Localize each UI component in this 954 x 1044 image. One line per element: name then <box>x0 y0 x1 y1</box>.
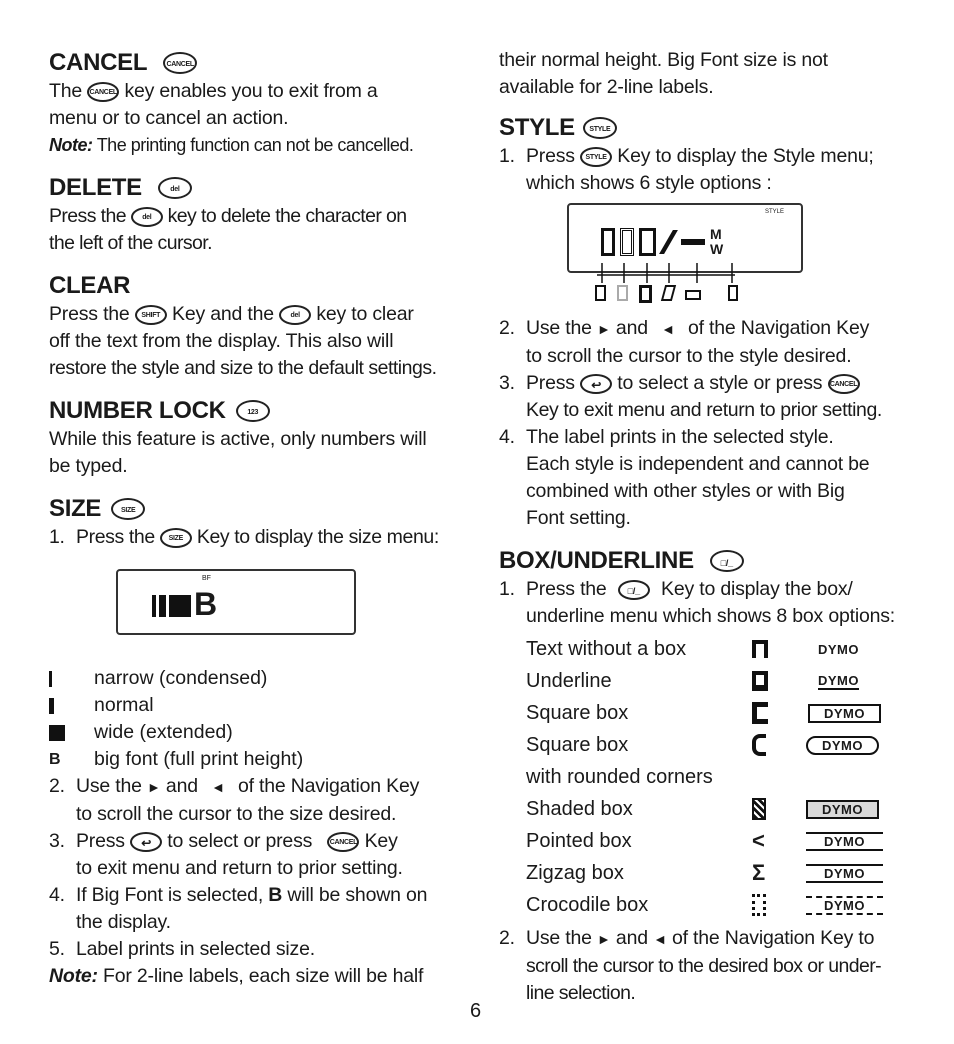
style-step-2-cont: to scroll the cursor to the style desired. <box>526 345 852 367</box>
size-step-5: 5. Label prints in selected size. <box>49 938 315 960</box>
dymo-sample-rounded: DYMO <box>806 736 879 755</box>
box-option-rounded-cont: with rounded corners <box>526 765 713 788</box>
style-section <box>499 113 919 532</box>
size-key-icon: SIZE <box>160 528 192 548</box>
lcd-box-glyph <box>752 640 768 658</box>
box-option-zigzag: Zigzag box Σ DYMO <box>526 857 919 889</box>
style-step-3: 3. Press ↩ to select a style or press CANCEL <box>499 370 919 397</box>
left-column <box>49 48 459 990</box>
cancel-key-icon: CANCEL <box>828 374 860 394</box>
style-lcd-figure <box>567 203 919 309</box>
wide-glyph <box>49 725 94 741</box>
style-sample-bold <box>639 285 652 303</box>
dymo-sample-underline: DYMO <box>818 672 859 688</box>
left-arrow-icon: ◄ <box>653 931 667 947</box>
style-heading: STYLE STYLE <box>499 113 919 143</box>
number-lock-key-icon: 123 <box>236 400 270 422</box>
delete-key-icon: del <box>131 207 163 227</box>
dymo-sample-shaded: DYMO <box>806 800 879 819</box>
lcd-underline-glyph <box>752 671 768 691</box>
clear-text-2: off the text from the display. This also will <box>49 330 394 352</box>
box-underline-heading: BOX/UNDERLINE □/_ <box>499 546 919 576</box>
box-underline-key-icon: □/_ <box>618 580 650 600</box>
shift-key-icon: SHIFT <box>135 305 167 325</box>
style-sample-vertical <box>728 285 738 301</box>
cancel-key-icon: CANCEL <box>327 832 359 852</box>
box-option-crocodile: Crocodile box DYMO <box>526 889 919 921</box>
box-step-1: 1. Press the □/_ Key to display the box/ <box>499 578 853 600</box>
lcd-indicator: STYLE <box>765 209 785 215</box>
mirror-style-glyph: M W <box>710 226 724 257</box>
box-step-2-line-2: scroll the cursor to the desired box or under- <box>526 955 882 977</box>
size-heading: SIZE SIZE <box>49 494 459 524</box>
delete-section <box>49 173 459 257</box>
dymo-sample-crocodile: DYMO <box>806 896 883 915</box>
size-note: Note: For 2-line labels, each size will be half <box>49 965 424 987</box>
legend-narrow: narrow (condensed) <box>49 665 459 692</box>
cancel-heading <box>49 48 459 78</box>
size-step-4-cont: the display. <box>76 911 171 933</box>
cancel-key-icon: CANCEL <box>163 52 197 74</box>
style-sample-shadow <box>685 290 701 300</box>
cancel-note: Note: The printing function can not be cancelled. <box>49 135 414 155</box>
left-arrow-icon: ◄ <box>211 779 225 795</box>
box-option-underline: Underline DYMO <box>526 669 859 692</box>
box-underline-key-icon: □/_ <box>710 550 744 572</box>
clear-section <box>49 271 459 382</box>
number-lock-heading: NUMBER LOCK 123 <box>49 396 459 426</box>
size-step-3: 3. Press ↩ to select or press CANCEL Key <box>49 830 398 852</box>
style-sample-italic <box>661 285 676 301</box>
style-step-3-cont: Key to exit menu and return to prior setting. <box>526 399 882 421</box>
lcd-shaded-glyph <box>752 798 766 820</box>
cancel-title: CANCEL <box>49 49 148 76</box>
lcd-zigzag-glyph: Σ <box>752 860 766 885</box>
enter-key-icon: ↩ <box>130 832 162 852</box>
size-step-2: 2. Use the ► and ◄ of the Navigation Key <box>49 775 420 797</box>
lcd-indicator: BF <box>202 575 211 582</box>
style-step-4-line-3: combined with other styles or with Big <box>526 480 845 502</box>
legend-big: B big font (full print height) <box>49 746 459 773</box>
delete-text-1: Press the del key to delete the character on <box>49 205 407 227</box>
right-column <box>499 47 919 1007</box>
delete-key-icon: del <box>279 305 311 325</box>
cancel-key-icon: CANCEL <box>87 82 119 102</box>
style-step-1-cont: which shows 6 style options : <box>526 172 772 194</box>
number-lock-text-1: While this feature is active, only numbers will <box>49 428 427 450</box>
cancel-text-1: The CANCEL key enables you to exit from a <box>49 80 378 102</box>
number-lock-text-2: be typed. <box>49 455 128 477</box>
narrow-glyph <box>49 671 94 687</box>
style-sample-outline <box>617 285 628 301</box>
right-arrow-icon: ► <box>597 931 611 947</box>
box-step-2: 2. Use the ► and ◄ of the Navigation Key to <box>499 927 875 949</box>
style-sample-normal <box>595 285 606 301</box>
dymo-sample-plain: DYMO <box>818 641 859 657</box>
style-step-4: 4. The label prints in the selected style. <box>499 426 834 448</box>
style-step-4-line-4: Font setting. <box>526 507 631 529</box>
delete-heading: DELETE del <box>49 173 459 203</box>
dymo-sample-zigzag: DYMO <box>806 864 883 883</box>
style-key-icon: STYLE <box>580 147 612 167</box>
box-option-pointed: Pointed box < DYMO <box>526 825 919 857</box>
dymo-sample-square: DYMO <box>808 704 881 723</box>
lcd-pointed-glyph: < <box>752 828 765 853</box>
delete-text-2: the left of the cursor. <box>49 232 212 254</box>
enter-key-icon: ↩ <box>580 374 612 394</box>
lcd-square-glyph <box>752 702 768 724</box>
legend-normal: normal <box>49 692 459 719</box>
size-key-icon: SIZE <box>111 498 145 520</box>
size-legend <box>49 665 459 773</box>
legend-wide: wide (extended) <box>49 719 459 746</box>
clear-text-3: restore the style and size to the default settings. <box>49 357 437 379</box>
size-step-4: 4. If Big Font is selected, B will be shown on <box>49 884 428 906</box>
box-option-shaded: Shaded box DYMO <box>526 793 919 825</box>
size-step-3-cont: to exit menu and return to prior setting. <box>76 857 403 879</box>
right-arrow-icon: ► <box>597 321 611 337</box>
size-lcd-display <box>116 569 356 635</box>
dymo-sample-pointed: DYMO <box>806 832 883 851</box>
lcd-rounded-glyph <box>752 734 766 756</box>
wide-glyph <box>169 595 191 617</box>
style-step-2: 2. Use the ► and ◄ of the Navigation Key <box>499 317 870 339</box>
number-lock-section <box>49 396 459 480</box>
clear-text-1: Press the SHIFT Key and the del key to clear <box>49 303 414 325</box>
box-option-square: Square box DYMO <box>526 697 919 729</box>
style-step-4-line-2: Each style is independent and cannot be <box>526 453 870 475</box>
style-output-samples <box>595 285 738 303</box>
right-arrow-icon: ► <box>147 779 161 795</box>
box-option-rounded: Square box DYMO <box>526 729 919 761</box>
size-step-2-cont: to scroll the cursor to the size desired. <box>76 803 397 825</box>
size-note-line-3: available for 2-line labels. <box>499 76 714 98</box>
style-key-icon: STYLE <box>583 117 617 139</box>
cancel-text-2: menu or to cancel an action. <box>49 107 289 129</box>
box-step-1-cont: underline menu which shows 8 box options: <box>526 605 896 627</box>
box-step-2-line-3: line selection. <box>526 982 636 1004</box>
page-number: 6 <box>470 1000 482 1022</box>
box-option-none: Text without a box DYMO <box>526 637 859 660</box>
lcd-crocodile-glyph <box>752 894 766 916</box>
size-note-continued <box>499 47 919 101</box>
normal-glyph <box>159 595 166 617</box>
left-arrow-icon: ◄ <box>661 321 675 337</box>
normal-glyph <box>49 698 94 714</box>
size-section <box>49 494 459 990</box>
narrow-glyph <box>152 595 156 617</box>
box-underline-section <box>499 546 919 1007</box>
size-step-1: 1. Press the SIZE Key to display the size menu: <box>49 526 439 548</box>
clear-heading: CLEAR <box>49 272 131 299</box>
cancel-section <box>49 48 459 159</box>
big-font-glyph: B <box>194 586 218 622</box>
big-font-glyph: B <box>49 751 61 768</box>
box-options-list <box>499 633 919 921</box>
style-step-1: 1. Press STYLE Key to display the Style menu; <box>499 145 874 167</box>
size-note-line-2: their normal height. Big Font size is not <box>499 49 828 71</box>
lcd-size-glyphs <box>152 586 218 622</box>
delete-key-icon: del <box>158 177 192 199</box>
